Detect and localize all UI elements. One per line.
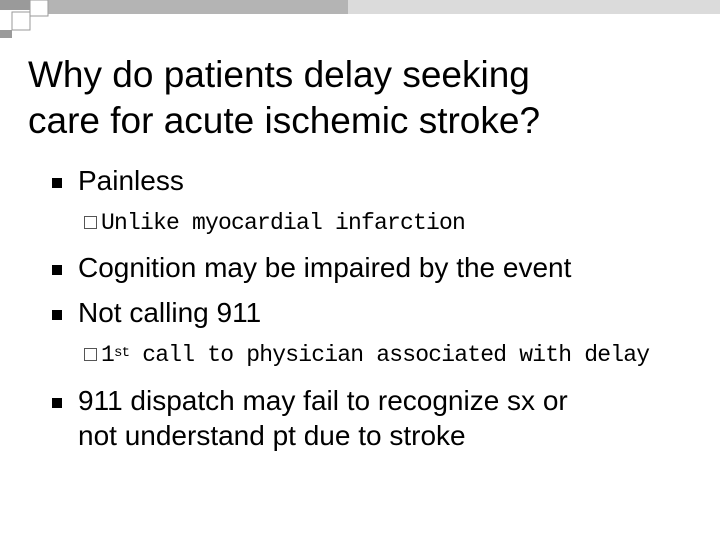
bullet-painless [52,164,184,197]
subbullet-first-call [84,342,649,368]
bullet-text: Painless [78,165,184,196]
bullet-square-icon [52,310,62,320]
bullet-square-icon [52,398,62,408]
ordinal-number: 1 [101,342,115,368]
bullet-square-icon [52,178,62,188]
bullet-text: Not calling 911 [78,297,262,328]
bullet-dispatch [52,384,568,452]
bullet-not-calling [52,296,261,329]
subbullet-unlike-mi [84,210,465,236]
header-decoration [0,0,720,40]
ordinal-suffix: st [114,345,130,361]
bullet-cognition [52,251,571,284]
subbullet-rest: call to physician associated with delay [129,342,650,368]
subbullet-text [101,342,649,368]
bullet-text: Cognition may be impaired by the event [78,252,572,283]
slide-title [28,52,688,144]
slide-title-line2: care for acute ischemic stroke? [28,100,541,141]
bullet-line2: not understand pt due to stroke [78,420,466,451]
subbullet-text: Unlike myocardial infarction [101,210,466,236]
hollow-square-icon [84,348,97,361]
slide-title-line1: Why do patients delay seeking [28,54,530,95]
hollow-square-icon [84,216,97,229]
bullet-text [78,384,568,452]
bullet-line1: 911 dispatch may fail to recognize sx or [78,385,568,416]
bullet-square-icon [52,265,62,275]
